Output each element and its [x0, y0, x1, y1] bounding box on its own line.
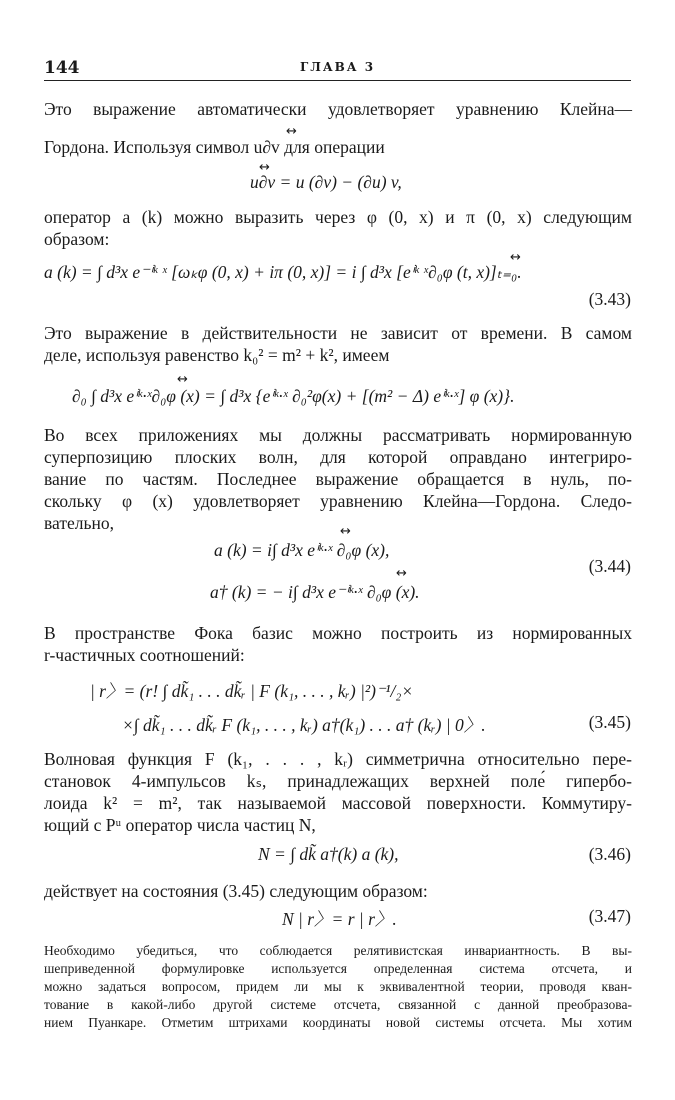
text-line: суперпозицию плоских волн, для которой оправдано интегриро- — [44, 447, 632, 467]
header-rule — [44, 80, 631, 81]
equation-number: (3.45) — [588, 712, 631, 732]
text-line: становок 4-импульсов kₛ, принадлежащих верхней поле́ гипербо- — [44, 771, 632, 791]
equation-number: (3.46) — [588, 844, 631, 864]
equation-number: (3.43) — [588, 289, 631, 309]
text-line: деле, используя равенство k₀² = m² + k², имеем — [44, 345, 390, 365]
text-line: вательно, — [44, 513, 114, 533]
footnote-line: Необходимо убедиться, что соблюдается релятивистская инвариантность. В вы- — [44, 943, 632, 958]
text-line: ющий с Pᵘ оператор числа частиц N, — [44, 815, 316, 835]
equation-number: (3.47) — [588, 906, 631, 926]
equation: | r〉= (r! ∫ dk̃₁ . . . dk̃ᵣ | F (k₁, . . . , kᵣ) |²)⁻¹/₂× — [90, 681, 414, 701]
equation: ×∫ dk̃₁ . . . dk̃ᵣ F (k₁, . . . , kᵣ) a†(k₁) . . . a† (kᵣ) | 0〉. — [122, 715, 486, 735]
equation: N = ∫ dk̃ a†(k) a (k), — [258, 844, 399, 864]
text-line: лоида k² = m², так называемой массовой поверхности. Коммутиру- — [44, 793, 632, 813]
page-number: 144 — [44, 58, 80, 78]
text-line: Это выражение в действительности не зависит от времени. В самом — [44, 323, 632, 343]
bidirectional-arrow-icon: ↔ — [340, 524, 351, 539]
equation: a (k) = i∫ d³x eⁱᵏ·ˣ ∂₀φ (x), — [214, 540, 390, 560]
footnote-line: тование в какой-либо другой системе отсчета, связанной с данной преобразова- — [44, 997, 632, 1012]
text-line: Во всех приложениях мы должны рассматривать нормированную — [44, 425, 632, 445]
text-line: r-частичных соотношений: — [44, 645, 245, 665]
text-line: Волновая функция F (k₁, . . . , kᵣ) симметрична относительно пере- — [44, 749, 632, 769]
text-line: Гордона. Используя символ u∂v для операции — [44, 137, 385, 157]
running-header — [44, 58, 631, 80]
equation: a (k) = ∫ d³x e⁻ⁱᵏ ˣ [ωₖφ (0, x) + iπ (0, x)] = i ∫ d³x [eⁱᵏ ˣ∂₀φ (t, x)]ₜ₌₀. — [44, 262, 522, 282]
bidirectional-arrow-icon: ↔ — [286, 124, 297, 139]
chapter-title: ГЛАВА 3 — [299, 60, 376, 74]
text-line: скольку φ (x) удовлетворяет уравнению Клейна—Гордона. Следо- — [44, 491, 632, 511]
text-line: действует на состояния (3.45) следующим образом: — [44, 881, 428, 901]
text-line: вание по частям. Последнее выражение обращается в нуль, по- — [44, 469, 632, 489]
bidirectional-arrow-icon: ↔ — [177, 372, 188, 387]
footnote-line: шеприведенной формулировке используется определенная система отсчета, и — [44, 961, 632, 976]
equation: a† (k) = − i∫ d³x e⁻ⁱᵏ·ˣ ∂₀φ (x). — [210, 582, 420, 602]
equation-number: (3.44) — [588, 556, 631, 576]
bidirectional-arrow-icon: ↔ — [259, 160, 270, 175]
equation: N | r〉= r | r〉. — [282, 909, 397, 929]
text-line: Это выражение автоматически удовлетворяет уравнению Клейна— — [44, 99, 632, 119]
bidirectional-arrow-icon: ↔ — [396, 566, 407, 581]
footnote-line: можно задаться вопросом, придем ли мы к эквивалентной теории, проводя кван- — [44, 979, 632, 994]
bidirectional-arrow-icon: ↔ — [510, 250, 521, 265]
text-line: В пространстве Фока базис можно построить из нормированных — [44, 623, 632, 643]
text-line: оператор a (k) можно выразить через φ (0, x) и π (0, x) следующим — [44, 207, 632, 227]
footnote-line: нием Пуанкаре. Отметим штрихами координаты новой системы отсчета. Мы хотим — [44, 1015, 632, 1030]
text-line: образом: — [44, 229, 110, 249]
equation: u∂v = u (∂v) − (∂u) v, — [250, 172, 402, 192]
equation: ∂₀ ∫ d³x eⁱᵏ·ˣ∂₀φ (x) = ∫ d³x {eⁱᵏ·ˣ ∂₀²φ(x) + [(m² − Δ) eⁱᵏ·ˣ] φ (x)}. — [72, 386, 515, 406]
